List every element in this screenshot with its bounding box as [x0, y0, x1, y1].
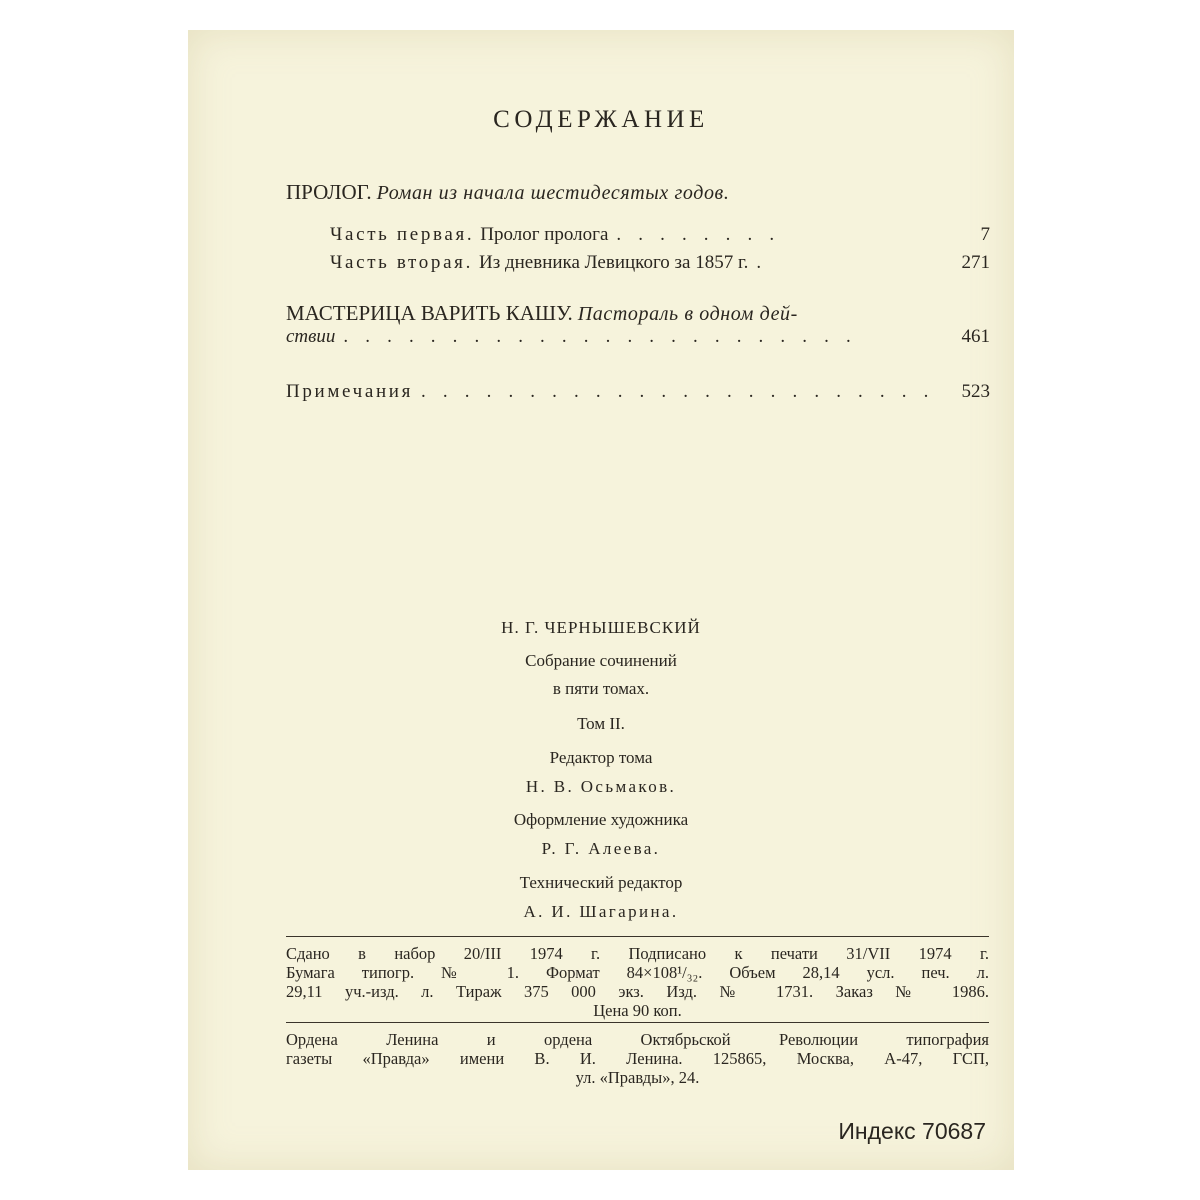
book-page — [188, 30, 1014, 1170]
toc-section-prologue — [286, 180, 729, 205]
divider-rule — [286, 1022, 989, 1023]
printer-details — [286, 1030, 989, 1087]
collection-title: Собрание сочинений — [525, 651, 677, 670]
part-label: Часть вторая. — [330, 252, 473, 273]
price: Цена 90 коп. — [593, 1001, 682, 1020]
part-label: Часть первая. — [330, 224, 475, 245]
part-title: Из дневника Левицкого за 1857 г. — [479, 252, 749, 273]
imprint-line: Сдано в набор 20/III 1974 г. Подписано к печати 31/VII 1974 г. — [286, 944, 989, 963]
section-subtitle: Пастораль в одном дей- — [577, 303, 798, 325]
catalog-index: Индекс 70687 — [838, 1118, 986, 1144]
divider-rule — [286, 936, 989, 937]
section-title: ПРОЛОГ. — [286, 180, 372, 204]
toc-entry-part1 — [330, 224, 990, 246]
design-name: Р. Г. Алеева. — [541, 839, 661, 858]
printer-line: газеты «Правда» имени В. И. Ленина. 125865, Москва, А-47, ГСП, — [286, 1049, 989, 1068]
imprint-details — [286, 944, 989, 1020]
editor-name: Н. В. Осьмаков. — [525, 777, 677, 796]
toc-entry-part2 — [330, 252, 990, 274]
section-subtitle: Роман из начала шестидесятых годов. — [376, 182, 730, 204]
collection-subtitle: в пяти томах. — [552, 679, 650, 698]
leader-dots: ........ — [616, 224, 792, 245]
leader-dots: . — [756, 252, 779, 273]
page-number: 523 — [961, 381, 990, 402]
printer-line: Ордена Ленина и ордена Октябрьской Революции типография — [286, 1030, 989, 1049]
notes-label: Примечания — [286, 381, 414, 402]
printer-address: ул. «Правды», 24. — [575, 1068, 700, 1087]
section-title: МАСТЕРИЦА ВАРИТЬ КАШУ. — [286, 301, 573, 325]
design-label: Оформление художника — [513, 810, 689, 829]
toc-section-kasha — [286, 301, 798, 326]
volume-number: Том II. — [577, 714, 625, 733]
section-subtitle-cont: ствии — [286, 326, 336, 347]
imprint-line: 29,11 уч.-изд. л. Тираж 375 000 экз. Изд. № 1731. Заказ № 1986. — [286, 982, 989, 1001]
toc-entry-notes — [286, 381, 990, 403]
editor-label: Редактор тома — [549, 748, 653, 767]
tech-editor-label: Технический редактор — [519, 873, 683, 892]
toc-entry-kasha-cont — [286, 326, 990, 348]
imprint-line: Бумага типогр. № 1. Формат 84×108¹/₃₂. Объем 28,14 усл. печ. л. — [286, 963, 989, 982]
toc-title: СОДЕРЖАНИЕ — [493, 106, 709, 133]
author-name: Н. Г. ЧЕРНЫШЕВСКИЙ — [501, 618, 701, 637]
tech-editor-name: А. И. Шагарина. — [523, 902, 679, 921]
leader-dots: ........................ — [343, 326, 868, 347]
page-number: 7 — [980, 224, 990, 245]
part-title: Пролог пролога — [480, 224, 609, 245]
leader-dots: ........................ — [421, 381, 946, 402]
page-number: 461 — [961, 326, 990, 347]
page-number: 271 — [961, 252, 990, 273]
